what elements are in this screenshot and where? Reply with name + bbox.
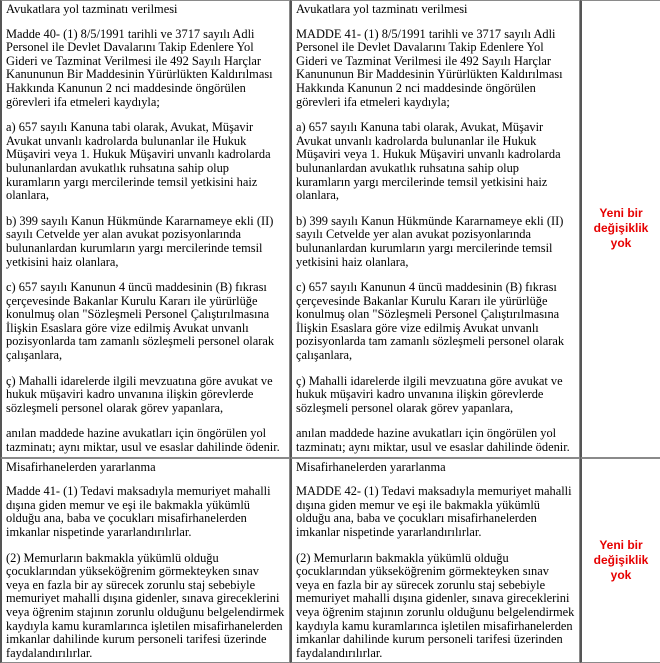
change-note-cell	[580, 458, 660, 663]
new-text-cell	[290, 458, 580, 663]
article-paragraph: a) 657 sayılı Kanuna tabi olarak, Avukat, Müşavir Avukat unvanlı kadrolarda bulunanlar ile Hukuk Müşaviri veya 1. Hukuk Müşaviri unvanlı kadrolarda bulunanlardan avukatlık ruhsatına sahip olup kuramların yargı mercilerinde temsil yetkisini haiz olanlara,	[296, 120, 561, 203]
change-note: Yeni bir değişiklik yok	[593, 206, 649, 251]
article-paragraph: anılan maddede hazine avukatları için öngörülen yol tazminatı; aynı miktar, usul ve esaslar dahilinde ödenir.	[6, 426, 280, 455]
article-paragraph: MADDE 42- (1) Tedavi maksadıyla memuriyet mahalli dışına giden memur ve eşi ile bakmakla yükümlü olduğu ana, baba ve çocukları misafirhanelerden imkanlar nispetinde yararlandırılırlar.	[296, 484, 572, 539]
article-paragraph: c) 657 sayılı Kanunun 4 üncü maddesinin (B) fıkrası çerçevesinde Bakanlar Kurulu Kararı ile yürürlüğe konulmuş olan "Sözleşmeli Personel Çalıştırılmasına İlişkin Esaslara göre vize edilmiş Avukat unvanlı pozisyonlarda tam zamanlı sözleşmeli personel olarak çalışanlara,	[296, 280, 565, 363]
article-paragraph: ç) Mahalli idarelerde ilgili mevzuatına göre avukat ve hukuk müşaviri kadro unvanına ilişkin görevlerde sözleşmeli personel olarak görev yapanlara,	[6, 373, 273, 415]
article-paragraph: (2) Memurların bakmakla yükümlü olduğu çocuklarından yükseköğrenim görmekteyken sınav veya en fazla bir ay sürecek zorunlu staj sebebiyle memuriyet mahalli dışına gidenler, sınava gireceklerini veya öğrenim stajının zorunlu olduğunu belgelendirmek kaydıyla kamu kuramlarınca işletilen misafirhanelerden imkanlar dahilinde kurum personeli tarifesi üzerinden faydalandırılırlar.	[296, 550, 575, 660]
article-paragraph: b) 399 sayılı Kanun Hükmünde Kararnameye ekli (II) sayılı Cetvelde yer alan avukat pozisyonlarında bulunanlardan kurumların yargı mercilerinde temsil yetkisini haiz olanlara,	[296, 213, 564, 269]
article-heading: Misafirhanelerden yararlanma	[6, 459, 156, 474]
article-paragraph: Madde 40- (1) 8/5/1991 tarihli ve 3717 sayılı Adli Personel ile Devlet Davalarını Takip Edenlere Yol Gideri ve Tazminat Verilmesi ile 492 Sayılı Harçlar Kanununun Bir Maddesinin Yürürlükten Kaldırılması Hakkında Kanunun 2 nci maddesinde öngörülen görevleri ifa etmeleri kaydıyla;	[6, 26, 273, 109]
article-heading: Avukatlara yol tazminatı verilmesi	[296, 2, 468, 16]
new-text-cell	[290, 0, 580, 458]
article-paragraph: MADDE 41- (1) 8/5/1991 tarihli ve 3717 sayılı Adli Personel ile Devlet Davalarını Takip Edenlere Yol Gideri ve Tazminat Verilmesi ile 492 Sayılı Harçlar Kanununun Bir Maddesinin Yürürlükten Kaldırılması Hakkında Kanunun 2 nci maddesinde öngörülen görevleri ifa etmeleri kaydıyla;	[296, 26, 563, 109]
article-heading: Misafirhanelerden yararlanma	[296, 459, 446, 474]
table-row-article-misafirhane	[0, 458, 660, 663]
article-paragraph: a) 657 sayılı Kanuna tabi olarak, Avukat, Müşavir Avukat unvanlı kadrolarda bulunanlar ile Hukuk Müşaviri veya 1. Hukuk Müşaviri unvanlı kadrolarda bulunanlardan avukatlık ruhsatına sahip olup kuramların yargı mercilerinde temsil yetkisini haiz olanlara,	[6, 120, 271, 203]
article-paragraph: ç) Mahalli idarelerde ilgili mevzuatına göre avukat ve hukuk müşaviri kadro unvanına ilişkin görevlerde sözleşmeli personel olarak görev yapanlara,	[296, 373, 563, 415]
old-text-cell	[0, 0, 290, 458]
change-note-cell	[580, 0, 660, 458]
article-heading: Avukatlara yol tazminatı verilmesi	[6, 2, 178, 16]
article-paragraph: anılan maddede hazine avukatları için öngörülen yol tazminatı; aynı miktar, usul ve esaslar dahilinde ödenir.	[296, 426, 570, 455]
article-paragraph: (2) Memurların bakmakla yükümlü olduğu çocuklarından yükseköğrenim görmekteyken sınav veya en fazla bir ay sürecek zorunlu staj sebebiyle memuriyet mahalli dışına gidenler, sınava gireceklerini veya öğrenim stajının zorunlu olduğunu belgelendirmek kaydıyla kamu kuramlarınca işletilen misafirhanelerden imkanlar dahilinde kurum personeli tarifesi üzerinde faydalandırılırlar.	[6, 550, 285, 660]
article-paragraph: Madde 41- (1) Tedavi maksadıyla memuriyet mahalli dışına giden memur ve eşi ile bakmakla yükümlü olduğu ana, baba ve çocukları misafirhanelerden imkanlar nispetinde yararlandırılırlar.	[6, 484, 271, 539]
article-paragraph: b) 399 sayılı Kanun Hükmünde Kararnameye ekli (II) sayılı Cetvelde yer alan avukat pozisyonlarında bulunanlardan kurumların yargı mercilerinde temsil yetkisini haiz olanlara,	[6, 213, 274, 269]
change-note: Yeni bir değişiklik yok	[593, 537, 649, 582]
old-text-cell	[0, 458, 290, 663]
article-paragraph: c) 657 sayılı Kanunun 4 üncü maddesinin (B) fıkrası çerçevesinde Bakanlar Kurulu Kararı ile yürürlüğe konulmuş olan "Sözleşmeli Personel Çalıştırılmasına İlişkin Esaslara göre vize edilmiş Avukat unvanlı pozisyonlarda tam zamanlı sözleşmeli personel olarak çalışanlara,	[6, 280, 275, 363]
